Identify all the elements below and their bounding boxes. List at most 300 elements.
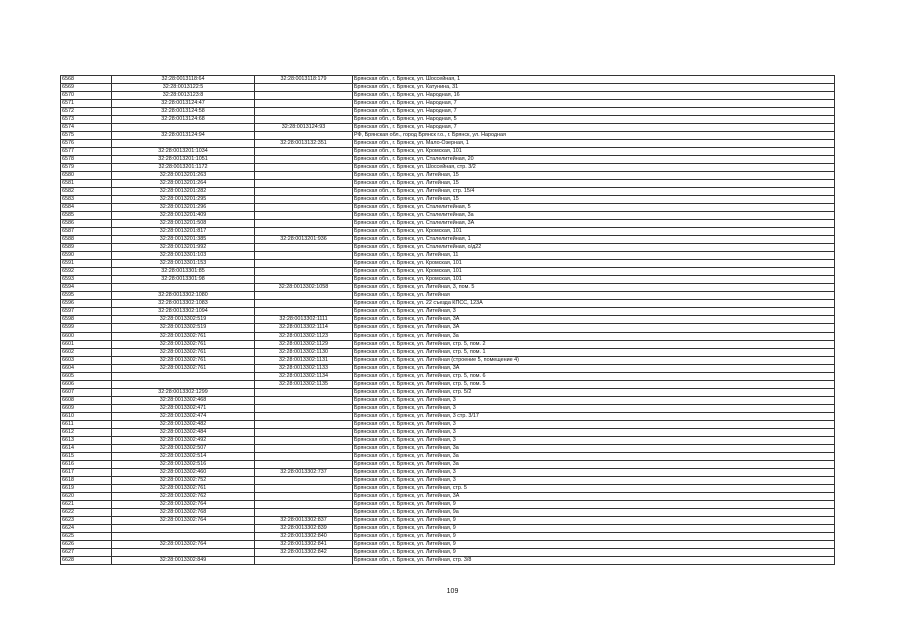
- land-cadastral-number-cell: [112, 372, 255, 380]
- land-cadastral-number-cell: 32:28:0013302:761: [112, 332, 255, 340]
- table-row: [61, 92, 835, 100]
- record-number-cell: 6596: [61, 300, 112, 308]
- record-number-cell: 6601: [61, 340, 112, 348]
- object-cadastral-number-cell: 32:28:0013124:93: [255, 124, 353, 132]
- land-cadastral-number-cell: 32:28:0013302:474: [112, 412, 255, 420]
- record-number-cell: 6616: [61, 460, 112, 468]
- record-number-cell: 6571: [61, 100, 112, 108]
- land-cadastral-number-cell: 32:28:0013201:992: [112, 244, 255, 252]
- address-cell: Брянская обл., г. Брянск, ул. Литейная, стр. 5/2: [353, 388, 835, 396]
- land-cadastral-number-cell: 32:28:0013302:762: [112, 492, 255, 500]
- object-cadastral-number-cell: [255, 228, 353, 236]
- table-row: [61, 372, 835, 380]
- address-cell: Брянская обл., г. Брянск, ул. Народная, 16: [353, 92, 835, 100]
- land-cadastral-number-cell: 32:28:0013201:1172: [112, 164, 255, 172]
- object-cadastral-number-cell: [255, 268, 353, 276]
- land-cadastral-number-cell: 32:28:0013124:58: [112, 108, 255, 116]
- object-cadastral-number-cell: [255, 556, 353, 564]
- table-row: [61, 188, 835, 196]
- object-cadastral-number-cell: 32:28:0013302:837: [255, 516, 353, 524]
- address-cell: Брянская обл., г. Брянск, ул. Народная, 7: [353, 108, 835, 116]
- record-number-cell: 6598: [61, 316, 112, 324]
- land-cadastral-number-cell: 32:28:0013301:98: [112, 276, 255, 284]
- record-number-cell: 6609: [61, 404, 112, 412]
- address-cell: Брянская обл., г. Брянск, ул. Литейная, стр. 5, пом. 1: [353, 348, 835, 356]
- page-number: 109: [446, 588, 459, 595]
- record-number-cell: 6626: [61, 540, 112, 548]
- object-cadastral-number-cell: 32:28:0013302:737: [255, 468, 353, 476]
- table-row: [61, 556, 835, 564]
- table-row: [61, 244, 835, 252]
- record-number-cell: 6568: [61, 76, 112, 84]
- address-cell: Брянская обл., г. Брянск, ул. Литейная, 15: [353, 172, 835, 180]
- record-number-cell: 6607: [61, 388, 112, 396]
- land-cadastral-number-cell: 32:28:0013302:507: [112, 444, 255, 452]
- record-number-cell: 6581: [61, 180, 112, 188]
- record-number-cell: 6620: [61, 492, 112, 500]
- object-cadastral-number-cell: [255, 84, 353, 92]
- table-row: [61, 412, 835, 420]
- land-cadastral-number-cell: 32:28:0013301:153: [112, 260, 255, 268]
- address-cell: Брянская обл., г. Брянск, ул. Литейная, 3: [353, 468, 835, 476]
- address-cell: Брянская обл., г. Брянск, ул. Литейная, 9: [353, 500, 835, 508]
- address-cell: Брянская обл., г. Брянск, ул. 22 съезда КПСС, 123А: [353, 300, 835, 308]
- record-number-cell: 6605: [61, 372, 112, 380]
- address-cell: Брянская обл., г. Брянск, ул. Литейная, 3А: [353, 492, 835, 500]
- object-cadastral-number-cell: [255, 180, 353, 188]
- table-row: [61, 308, 835, 316]
- object-cadastral-number-cell: 32:28:0013118:179: [255, 76, 353, 84]
- record-number-cell: 6602: [61, 348, 112, 356]
- object-cadastral-number-cell: 32:28:0013302:840: [255, 532, 353, 540]
- object-cadastral-number-cell: 32:28:0013302:1129: [255, 340, 353, 348]
- address-cell: Брянская обл., г. Брянск, ул. Литейная, 3: [353, 404, 835, 412]
- address-cell: Брянская обл., г. Брянск, ул. Литейная, 3а: [353, 452, 835, 460]
- land-cadastral-number-cell: 32:28:0013123:8: [112, 92, 255, 100]
- land-cadastral-number-cell: 32:28:0013302:752: [112, 476, 255, 484]
- record-number-cell: 6618: [61, 476, 112, 484]
- table-row: [61, 172, 835, 180]
- address-cell: Брянская обл., г. Брянск, ул. Литейная: [353, 292, 835, 300]
- table-row: [61, 140, 835, 148]
- record-number-cell: 6584: [61, 204, 112, 212]
- table-row: [61, 444, 835, 452]
- object-cadastral-number-cell: [255, 404, 353, 412]
- table-row: [61, 364, 835, 372]
- object-cadastral-number-cell: 32:28:0013302:1134: [255, 372, 353, 380]
- object-cadastral-number-cell: [255, 116, 353, 124]
- object-cadastral-number-cell: [255, 484, 353, 492]
- object-cadastral-number-cell: [255, 500, 353, 508]
- object-cadastral-number-cell: 32:28:0013302:1133: [255, 364, 353, 372]
- land-cadastral-number-cell: 32:28:0013201:282: [112, 188, 255, 196]
- object-cadastral-number-cell: [255, 276, 353, 284]
- record-number-cell: 6576: [61, 140, 112, 148]
- record-number-cell: 6597: [61, 308, 112, 316]
- table-row: [61, 476, 835, 484]
- land-cadastral-number-cell: 32:28:0013124:68: [112, 116, 255, 124]
- land-cadastral-number-cell: 32:28:0013201:1034: [112, 148, 255, 156]
- table-row: [61, 164, 835, 172]
- object-cadastral-number-cell: [255, 252, 353, 260]
- land-cadastral-number-cell: 32:28:0013201:263: [112, 172, 255, 180]
- address-cell: Брянская обл., г. Брянск, ул. Литейная, 3а: [353, 460, 835, 468]
- address-cell: Брянская обл., г. Брянск, ул. Литейная, 3а: [353, 332, 835, 340]
- object-cadastral-number-cell: [255, 260, 353, 268]
- land-cadastral-number-cell: 32:28:0013302:492: [112, 436, 255, 444]
- address-cell: Брянская обл., г. Брянск, ул. Сталелитейная, 3А: [353, 220, 835, 228]
- address-cell: Брянская обл., г. Брянск, ул. Литейная, 3а: [353, 444, 835, 452]
- land-cadastral-number-cell: [112, 380, 255, 388]
- table-row: [61, 540, 835, 548]
- table-row: [61, 332, 835, 340]
- property-register-table: [60, 75, 835, 565]
- address-cell: Брянская обл., г. Брянск, ул. Литейная, стр. 15/4: [353, 188, 835, 196]
- record-number-cell: 6599: [61, 324, 112, 332]
- object-cadastral-number-cell: [255, 508, 353, 516]
- address-cell: Брянская обл., г. Брянск, ул. Литейная, стр. 5, пом. 2: [353, 340, 835, 348]
- address-cell: Брянская обл., г. Брянск, ул. Литейная, 3: [353, 396, 835, 404]
- object-cadastral-number-cell: [255, 292, 353, 300]
- object-cadastral-number-cell: [255, 396, 353, 404]
- record-number-cell: 6610: [61, 412, 112, 420]
- table-row: [61, 228, 835, 236]
- object-cadastral-number-cell: 32:28:0013132:351: [255, 140, 353, 148]
- object-cadastral-number-cell: [255, 244, 353, 252]
- record-number-cell: 6588: [61, 236, 112, 244]
- record-number-cell: 6590: [61, 252, 112, 260]
- record-number-cell: 6583: [61, 196, 112, 204]
- table-row: [61, 276, 835, 284]
- record-number-cell: 6604: [61, 364, 112, 372]
- object-cadastral-number-cell: [255, 388, 353, 396]
- land-cadastral-number-cell: 32:28:0013122:5: [112, 84, 255, 92]
- address-cell: Брянская обл., г. Брянск, ул. Литейная, 3, пом. 5: [353, 284, 835, 292]
- object-cadastral-number-cell: 32:28:0013302:842: [255, 548, 353, 556]
- land-cadastral-number-cell: 32:28:0013201:409: [112, 212, 255, 220]
- record-number-cell: 6570: [61, 92, 112, 100]
- object-cadastral-number-cell: 32:28:0013201:936: [255, 236, 353, 244]
- address-cell: Брянская обл., г. Брянск, ул. Литейная, 3: [353, 308, 835, 316]
- object-cadastral-number-cell: [255, 172, 353, 180]
- record-number-cell: 6589: [61, 244, 112, 252]
- address-cell: Брянская обл., г. Брянск, ул. Литейная, 9а: [353, 508, 835, 516]
- object-cadastral-number-cell: [255, 92, 353, 100]
- record-number-cell: 6617: [61, 468, 112, 476]
- address-cell: Брянская обл., г. Брянск, ул. Литейная, 9: [353, 532, 835, 540]
- record-number-cell: 6612: [61, 428, 112, 436]
- address-cell: Брянская обл., г. Брянск, ул. Литейная, стр. 3/8: [353, 556, 835, 564]
- address-cell: Брянская обл., г. Брянск, ул. Народная, 7: [353, 100, 835, 108]
- land-cadastral-number-cell: 32:28:0013302:761: [112, 364, 255, 372]
- land-cadastral-number-cell: 32:28:0013302:761: [112, 340, 255, 348]
- land-cadastral-number-cell: 32:28:0013302:516: [112, 460, 255, 468]
- table-row: [61, 420, 835, 428]
- land-cadastral-number-cell: [112, 140, 255, 148]
- object-cadastral-number-cell: [255, 308, 353, 316]
- table-row: [61, 324, 835, 332]
- table-row: [61, 252, 835, 260]
- land-cadastral-number-cell: 32:28:0013301:85: [112, 268, 255, 276]
- land-cadastral-number-cell: 32:28:0013302:1083: [112, 300, 255, 308]
- address-cell: Брянская обл., г. Брянск, ул. Кромская, 101: [353, 228, 835, 236]
- land-cadastral-number-cell: 32:28:0013302:482: [112, 420, 255, 428]
- land-cadastral-number-cell: 32:28:0013302:764: [112, 500, 255, 508]
- table-row: [61, 356, 835, 364]
- address-cell: Брянская обл., г. Брянск, ул. Литейная, 3: [353, 428, 835, 436]
- address-cell: Брянская обл., г. Брянск, ул. Литейная, стр. 5: [353, 484, 835, 492]
- land-cadastral-number-cell: 32:28:0013302:1080: [112, 292, 255, 300]
- land-cadastral-number-cell: 32:28:0013201:817: [112, 228, 255, 236]
- address-cell: Брянская обл., г. Брянск, ул. Литейная, 9: [353, 548, 835, 556]
- table-row: [61, 452, 835, 460]
- address-cell: Брянская обл., г. Брянск, ул. Литейная, 3: [353, 476, 835, 484]
- table-row: [61, 516, 835, 524]
- object-cadastral-number-cell: [255, 188, 353, 196]
- object-cadastral-number-cell: 32:28:0013302:1130: [255, 348, 353, 356]
- table-row: [61, 388, 835, 396]
- object-cadastral-number-cell: 32:28:0013302:1111: [255, 316, 353, 324]
- address-cell: Брянская обл., г. Брянск, ул. Литейная, 15: [353, 196, 835, 204]
- record-number-cell: 6575: [61, 132, 112, 140]
- record-number-cell: 6577: [61, 148, 112, 156]
- table-row: [61, 492, 835, 500]
- record-number-cell: 6579: [61, 164, 112, 172]
- object-cadastral-number-cell: 32:28:0013302:1131: [255, 356, 353, 364]
- table-row: [61, 532, 835, 540]
- record-number-cell: 6625: [61, 532, 112, 540]
- address-cell: Брянская обл., г. Брянск, ул. Литейная, 11: [353, 252, 835, 260]
- land-cadastral-number-cell: 32:28:0013124:47: [112, 100, 255, 108]
- record-number-cell: 6580: [61, 172, 112, 180]
- record-number-cell: 6603: [61, 356, 112, 364]
- land-cadastral-number-cell: 32:28:0013302:471: [112, 404, 255, 412]
- land-cadastral-number-cell: 32:28:0013302:1299: [112, 388, 255, 396]
- address-cell: Брянская обл., г. Брянск, ул. Литейная, 3А: [353, 364, 835, 372]
- address-cell: РФ, Брянская обл., город Брянск г.о., г. Брянск, ул. Народная: [353, 132, 835, 140]
- land-cadastral-number-cell: 32:28:0013118:64: [112, 76, 255, 84]
- land-cadastral-number-cell: [112, 124, 255, 132]
- record-number-cell: 6624: [61, 524, 112, 532]
- land-cadastral-number-cell: 32:28:0013302:484: [112, 428, 255, 436]
- address-cell: Брянская обл., г. Брянск, ул. Литейная, 3: [353, 436, 835, 444]
- table-row: [61, 404, 835, 412]
- land-cadastral-number-cell: 32:28:0013201:296: [112, 204, 255, 212]
- table-row: [61, 340, 835, 348]
- table-row: [61, 268, 835, 276]
- record-number-cell: 6591: [61, 260, 112, 268]
- table-row: [61, 196, 835, 204]
- record-number-cell: 6586: [61, 220, 112, 228]
- address-cell: Брянская обл., г. Брянск, ул. Сталелитейная, о/д22: [353, 244, 835, 252]
- address-cell: Брянская обл., г. Брянск, ул. Литейная, 15: [353, 180, 835, 188]
- land-cadastral-number-cell: 32:28:0013302:468: [112, 396, 255, 404]
- table-row: [61, 316, 835, 324]
- object-cadastral-number-cell: [255, 420, 353, 428]
- address-cell: Брянская обл., г. Брянск, ул. Шоссейная, стр. 3/2: [353, 164, 835, 172]
- table-row: [61, 180, 835, 188]
- table-row: [61, 212, 835, 220]
- record-number-cell: 6572: [61, 108, 112, 116]
- record-number-cell: 6608: [61, 396, 112, 404]
- table-row: [61, 460, 835, 468]
- address-cell: Брянская обл., г. Брянск, ул. Литейная, 3: [353, 420, 835, 428]
- register-table-body: [61, 76, 835, 565]
- table-row: [61, 156, 835, 164]
- object-cadastral-number-cell: [255, 220, 353, 228]
- table-row: [61, 204, 835, 212]
- land-cadastral-number-cell: 32:28:0013302:519: [112, 316, 255, 324]
- table-row: [61, 220, 835, 228]
- table-row: [61, 84, 835, 92]
- object-cadastral-number-cell: [255, 436, 353, 444]
- table-row: [61, 76, 835, 84]
- table-row: [61, 108, 835, 116]
- table-row: [61, 548, 835, 556]
- address-cell: Брянская обл., г. Брянск, ул. Литейная, стр. 5, пом. 5: [353, 380, 835, 388]
- table-row: [61, 468, 835, 476]
- table-row: [61, 348, 835, 356]
- address-cell: Брянская обл., г. Брянск, ул. Мало-Озерная, 1: [353, 140, 835, 148]
- object-cadastral-number-cell: [255, 132, 353, 140]
- land-cadastral-number-cell: 32:28:0013201:295: [112, 196, 255, 204]
- object-cadastral-number-cell: 32:28:0013302:1058: [255, 284, 353, 292]
- land-cadastral-number-cell: 32:28:0013302:849: [112, 556, 255, 564]
- record-number-cell: 6613: [61, 436, 112, 444]
- object-cadastral-number-cell: [255, 412, 353, 420]
- address-cell: Брянская обл., г. Брянск, ул. Литейная, 3А: [353, 324, 835, 332]
- table-row: [61, 116, 835, 124]
- land-cadastral-number-cell: 32:28:0013302:1094: [112, 308, 255, 316]
- land-cadastral-number-cell: 32:28:0013124:94: [112, 132, 255, 140]
- record-number-cell: 6619: [61, 484, 112, 492]
- record-number-cell: 6573: [61, 116, 112, 124]
- object-cadastral-number-cell: [255, 164, 353, 172]
- record-number-cell: 6578: [61, 156, 112, 164]
- record-number-cell: 6623: [61, 516, 112, 524]
- record-number-cell: 6627: [61, 548, 112, 556]
- land-cadastral-number-cell: 32:28:0013302:460: [112, 468, 255, 476]
- table-row: [61, 132, 835, 140]
- table-row: [61, 380, 835, 388]
- address-cell: Брянская обл., г. Брянск, ул. Сталелитейная, 1: [353, 236, 835, 244]
- land-cadastral-number-cell: 32:28:0013302:764: [112, 540, 255, 548]
- table-row: [61, 236, 835, 244]
- table-row: [61, 124, 835, 132]
- record-number-cell: 6585: [61, 212, 112, 220]
- address-cell: Брянская обл., г. Брянск, ул. Кромская, 101: [353, 148, 835, 156]
- address-cell: Брянская обл., г. Брянск, ул. Катунина, 31: [353, 84, 835, 92]
- object-cadastral-number-cell: [255, 212, 353, 220]
- record-number-cell: 6628: [61, 556, 112, 564]
- record-number-cell: 6615: [61, 452, 112, 460]
- object-cadastral-number-cell: [255, 428, 353, 436]
- object-cadastral-number-cell: [255, 196, 353, 204]
- land-cadastral-number-cell: 32:28:0013302:761: [112, 356, 255, 364]
- record-number-cell: 6587: [61, 228, 112, 236]
- record-number-cell: 6611: [61, 420, 112, 428]
- record-number-cell: 6574: [61, 124, 112, 132]
- record-number-cell: 6614: [61, 444, 112, 452]
- record-number-cell: 6621: [61, 500, 112, 508]
- table-row: [61, 100, 835, 108]
- object-cadastral-number-cell: 32:28:0013302:841: [255, 540, 353, 548]
- table-row: [61, 500, 835, 508]
- land-cadastral-number-cell: 32:28:0013302:514: [112, 452, 255, 460]
- land-cadastral-number-cell: 32:28:0013201:264: [112, 180, 255, 188]
- table-row: [61, 284, 835, 292]
- address-cell: Брянская обл., г. Брянск, ул. Литейная, 9: [353, 516, 835, 524]
- record-number-cell: 6582: [61, 188, 112, 196]
- table-row: [61, 292, 835, 300]
- address-cell: Брянская обл., г. Брянск, ул. Литейная, 9: [353, 540, 835, 548]
- address-cell: Брянская обл., г. Брянск, ул. Шоссейная, 1: [353, 76, 835, 84]
- table-row: [61, 428, 835, 436]
- object-cadastral-number-cell: [255, 476, 353, 484]
- land-cadastral-number-cell: [112, 284, 255, 292]
- object-cadastral-number-cell: [255, 108, 353, 116]
- address-cell: Брянская обл., г. Брянск, ул. Литейная, 3А: [353, 316, 835, 324]
- table-row: [61, 508, 835, 516]
- object-cadastral-number-cell: [255, 156, 353, 164]
- object-cadastral-number-cell: [255, 148, 353, 156]
- object-cadastral-number-cell: [255, 444, 353, 452]
- table-row: [61, 396, 835, 404]
- object-cadastral-number-cell: [255, 204, 353, 212]
- table-row: [61, 148, 835, 156]
- land-cadastral-number-cell: 32:28:0013201:1051: [112, 156, 255, 164]
- object-cadastral-number-cell: [255, 100, 353, 108]
- object-cadastral-number-cell: 32:28:0013302:1114: [255, 324, 353, 332]
- table-row: [61, 436, 835, 444]
- land-cadastral-number-cell: 32:28:0013201:385: [112, 236, 255, 244]
- address-cell: Брянская обл., г. Брянск, ул. Литейная (строение 5, помещение 4): [353, 356, 835, 364]
- land-cadastral-number-cell: [112, 548, 255, 556]
- object-cadastral-number-cell: 32:28:0013302:1135: [255, 380, 353, 388]
- land-cadastral-number-cell: [112, 532, 255, 540]
- address-cell: Брянская обл., г. Брянск, ул. Сталелитейная, 20: [353, 156, 835, 164]
- address-cell: Брянская обл., г. Брянск, ул. Сталелитейная, 5: [353, 204, 835, 212]
- object-cadastral-number-cell: [255, 460, 353, 468]
- land-cadastral-number-cell: 32:28:0013302:761: [112, 348, 255, 356]
- address-cell: Брянская обл., г. Брянск, ул. Народная, 7: [353, 124, 835, 132]
- land-cadastral-number-cell: 32:28:0013301:103: [112, 252, 255, 260]
- record-number-cell: 6592: [61, 268, 112, 276]
- object-cadastral-number-cell: [255, 492, 353, 500]
- record-number-cell: 6622: [61, 508, 112, 516]
- address-cell: Брянская обл., г. Брянск, ул. Сталелитейная, 3а: [353, 212, 835, 220]
- record-number-cell: 6594: [61, 284, 112, 292]
- land-cadastral-number-cell: 32:28:0013201:508: [112, 220, 255, 228]
- land-cadastral-number-cell: [112, 524, 255, 532]
- record-number-cell: 6593: [61, 276, 112, 284]
- address-cell: Брянская обл., г. Брянск, ул. Литейная, 3 стр. 3/17: [353, 412, 835, 420]
- object-cadastral-number-cell: 32:28:0013302:839: [255, 524, 353, 532]
- record-number-cell: 6595: [61, 292, 112, 300]
- object-cadastral-number-cell: 32:28:0013302:1123: [255, 332, 353, 340]
- address-cell: Брянская обл., г. Брянск, ул. Литейная, 9: [353, 524, 835, 532]
- object-cadastral-number-cell: [255, 452, 353, 460]
- table-row: [61, 300, 835, 308]
- record-number-cell: 6606: [61, 380, 112, 388]
- table-row: [61, 484, 835, 492]
- land-cadastral-number-cell: 32:28:0013302:768: [112, 508, 255, 516]
- address-cell: Брянская обл., г. Брянск, ул. Кромская, 101: [353, 260, 835, 268]
- address-cell: Брянская обл., г. Брянск, ул. Кромская, 101: [353, 268, 835, 276]
- object-cadastral-number-cell: [255, 300, 353, 308]
- address-cell: Брянская обл., г. Брянск, ул. Кромская, 101: [353, 276, 835, 284]
- record-number-cell: 6600: [61, 332, 112, 340]
